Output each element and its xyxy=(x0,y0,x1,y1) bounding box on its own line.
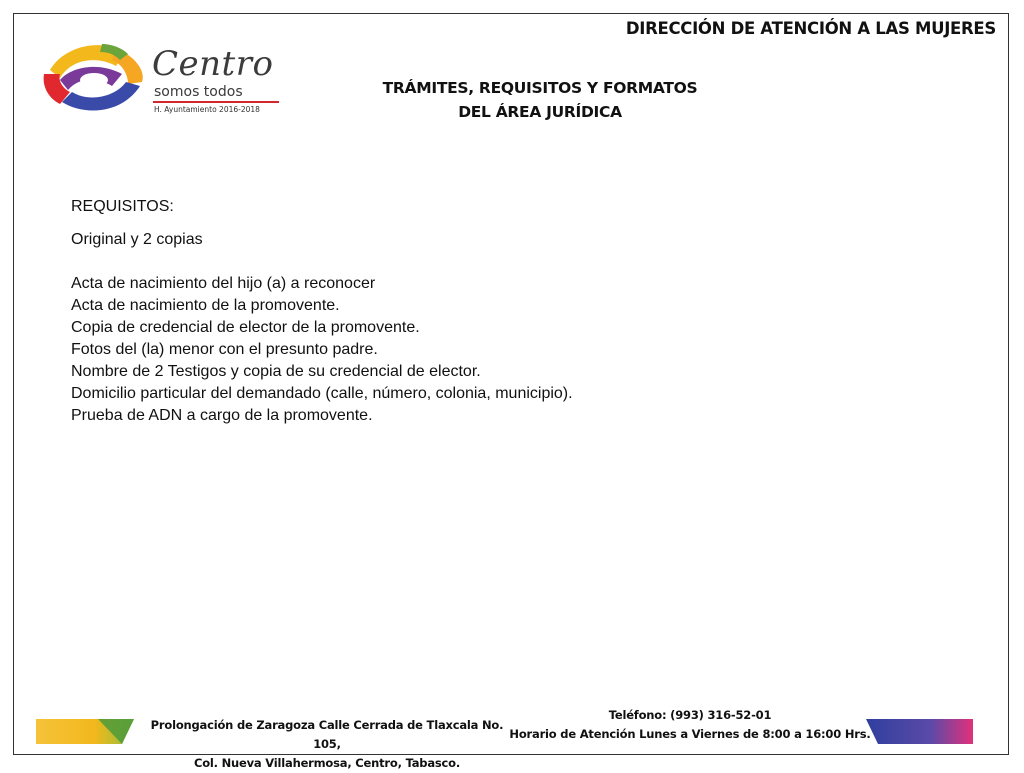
requirements-list xyxy=(71,273,573,427)
logo-administration: H. Ayuntamiento 2016-2018 xyxy=(154,105,260,114)
requirement-item: Fotos del (la) menor con el presunto padre. xyxy=(71,341,378,358)
footer-address-line-2: Col. Nueva Villahermosa, Centro, Tabasco. xyxy=(193,756,461,770)
logo-tagline: somos todos xyxy=(154,84,243,100)
footer-left-color-bar xyxy=(36,719,134,744)
requirement-item: Acta de nacimiento del hijo (a) a reconocer xyxy=(71,275,376,292)
department-heading: DIRECCIÓN DE ATENCIÓN A LAS MUJERES xyxy=(625,19,996,38)
requirement-item: Copia de credencial de elector de la promovente. xyxy=(71,319,420,336)
requirement-item: Acta de nacimiento de la promovente. xyxy=(71,297,340,314)
document-title xyxy=(330,76,750,124)
requirement-item: Nombre de 2 Testigos y copia de su credencial de elector. xyxy=(71,363,481,380)
centro-logo xyxy=(42,40,287,120)
logo-wordmark: Centro xyxy=(152,44,274,84)
footer-right-color-bar xyxy=(866,719,973,744)
document-title-line-2: DEL ÁREA JURÍDICA xyxy=(458,103,622,121)
requirements-section xyxy=(71,197,573,427)
footer-address-line-1: Prolongación de Zaragoza Calle Cerrada de Tlaxcala No. 105, xyxy=(150,718,504,751)
centro-logo-mark-icon xyxy=(42,40,146,116)
footer-address xyxy=(140,716,514,773)
document-title-line-1: TRÁMITES, REQUISITOS Y FORMATOS xyxy=(382,79,698,97)
requirements-copies: Original y 2 copias xyxy=(71,231,203,248)
requirement-item: Domicilio particular del demandado (calle, número, colonia, municipio). xyxy=(71,385,573,402)
footer-phone: Teléfono: (993) 316-52-01 xyxy=(608,708,772,722)
requirements-heading: REQUISITOS: xyxy=(71,198,174,215)
footer-contact xyxy=(505,706,875,744)
footer-hours: Horario de Atención Lunes a Viernes de 8:00 a 16:00 Hrs. xyxy=(509,727,871,741)
logo-divider xyxy=(153,101,279,103)
requirement-item: Prueba de ADN a cargo de la promovente. xyxy=(71,407,373,424)
